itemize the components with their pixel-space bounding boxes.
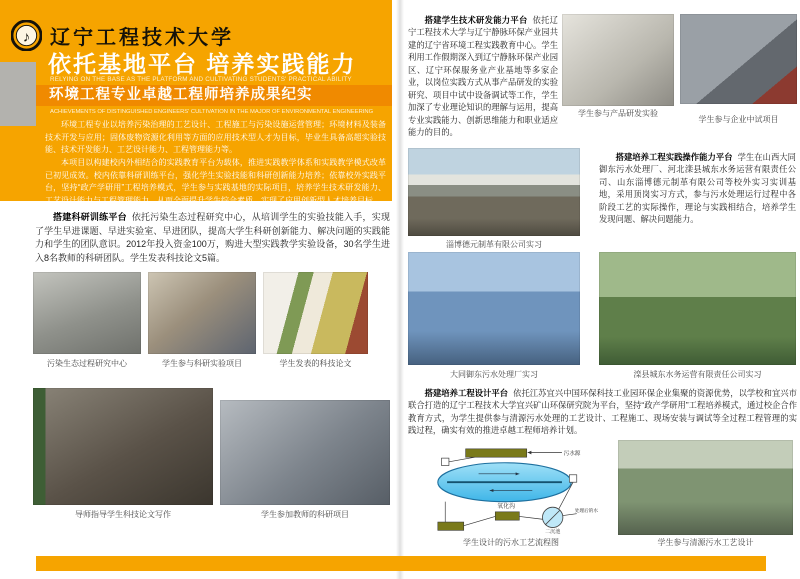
university-logo-icon [11, 20, 42, 51]
photo-research-center [33, 272, 141, 354]
caption-qingyuan-design: 学生参与清源污水工艺设计 [657, 538, 754, 547]
section-engineering-design-heading: 搭建培养工程设计平台 [424, 388, 509, 398]
subtitle: 环境工程专业卓越工程师培养成果纪实 [49, 87, 313, 103]
spine-grey-tab [0, 62, 36, 126]
photo-teacher-project [220, 400, 390, 505]
section-engineering-design-body: 依托江苏宜兴中国环保科技工业园环保企业集聚的资源优势，以学校和宜兴市联合打造的辽宁工程技术大学宜兴矿山环保研究院为平台，坚持“政产学研用”工程培养模式，通过校企合作教育方式，为学生提供参与清源污水处理的工艺设计、工程施工、现场安装与调试等全过程工程管理的实践过程，确实有效的推进卓越工程师培养计划。 [408, 388, 797, 436]
photo-product-rnd [562, 14, 674, 106]
intro-text [45, 119, 386, 207]
caption-students-experiment: 学生参与科研实验项目 [162, 359, 242, 368]
photo-thesis-tutoring [33, 388, 213, 505]
section-practice-operation [599, 151, 796, 226]
pretreatment-box [466, 449, 527, 457]
caption-luanxian-plant: 滦县城东水务运营有限责任公司实习 [633, 370, 762, 379]
photo-datong-plant [408, 252, 580, 365]
page-title: 依托基地平台 培养实践能力 [48, 51, 357, 77]
photo-qingyuan-design [618, 440, 793, 535]
subtitle-english: ACHIEVEMENTS OF DISTINGUISHED ENGINEERS' CULTIVATION IN THE MAJOR OF ENVIRONMENTAL ENGINEERING [50, 109, 374, 115]
caption-teacher-project: 学生参加教师的科研项目 [261, 510, 349, 519]
flow-diagram-svg [418, 447, 604, 535]
photo-zibo-internship [408, 148, 580, 236]
section-practice-operation-heading: 搭建培养工程实践操作能力平台 [615, 152, 733, 162]
caption-zibo-internship: 淄博德元制革有限公司实习 [446, 240, 542, 249]
label-oxidation-ditch: 氧化沟 [497, 504, 516, 511]
label-treated-water: 处理后的水 [574, 507, 599, 513]
photo-pilot-test [680, 14, 797, 104]
caption-product-rnd: 学生参与产品研发实验 [578, 109, 658, 118]
photo-students-experiment [148, 272, 256, 354]
photo-published-papers [263, 272, 368, 354]
caption-flow-diagram: 学生设计的污水工艺流程图 [463, 538, 559, 547]
label-sewage-source: 污水源 [563, 450, 581, 457]
caption-pilot-test: 学生参与企业中试项目 [698, 115, 779, 124]
bottom-orange-bar [36, 556, 766, 571]
intro-paragraph-1: 环境工程专业以培养污染治理的工艺设计、工程施工与污染设施运营管理；环境材料及装备技术开发与应用；固体废物资源化利用等方面的应用技术型人才为目标，毕业生具备高超实验技能、技术开发能力、工艺设计能力、工程管理能力等。 [45, 120, 386, 155]
caption-datong-plant: 大同御东污水处理厂实习 [450, 370, 538, 379]
section-research-training [35, 211, 390, 265]
page-gutter [396, 0, 404, 579]
section-tech-rnd [408, 14, 558, 138]
caption-published-papers: 学生发表的科技论文 [279, 359, 352, 368]
label-settling-tank: 二沉池 [545, 529, 561, 535]
photo-luanxian-plant [599, 252, 796, 365]
section-practice-operation-body: 学生在山西大同御东污水处理厂、河北滦县城东水务运营有限责任公司、山东淄博德元制革有限公司等校外实习实训基地，采用顶岗实习方式，参与污水处理运行过程中各阶段工艺的实际操作，理论与实践相结合，培养学生发现问题、解决问题能力。 [599, 152, 796, 225]
section-tech-rnd-body: 依托辽宁工程技术大学与辽宁静脉环保产业园共建的辽宁省环境工程实践教育中心。学生利用工作假期深入到辽宁静脉环保产业园区、辽宁环保服务业产业基地等多家企业，以岗位实践方式从事产品研发的实验研究、项目中试中设备调试等工作，学生加深了专业理论知识的理解与运用，提高专业实践能力、创新思维能力和职业适应能力的目的。 [408, 15, 558, 137]
caption-research-center: 污染生态过程研究中心 [47, 359, 127, 368]
sludge-pump-box [438, 522, 464, 530]
caption-thesis-tutoring: 导师指导学生科技论文写作 [75, 510, 171, 519]
return-pump-box [495, 512, 519, 520]
section-engineering-design [408, 387, 797, 437]
university-name: 辽宁工程技术大学 [50, 27, 234, 49]
page-title-english: RELYING ON THE BASE AS THE PLATFORM AND CULTIVATING STUDENTS' PRACTICAL ABILITY [50, 76, 352, 83]
sewage-process-flow-diagram [418, 447, 604, 535]
intro-paragraph-2: 本项目以构建校内外相结合的实践教育平台为载体，推进实践教学体系和实践教学模式改革已初见成效。校内依靠科研训练平台，强化学生实验技能和科研创新能力培养；依靠校外实践平台，坚持“政产学研用”工程培养模式，学生参与实践基地的实际项目，培养学生技术研发能力、工艺设计能力与工程管理能力，从而全面提升学生综合素质，实现了应用创新型人才培养目标。 [45, 157, 386, 205]
subtitle-band [36, 85, 392, 106]
svg-text:♪: ♪ [22, 29, 31, 46]
section-research-training-body: 依托污染生态过程研究中心，从培训学生的实验技能入手，实现了学生早进课题、早进实验室、早进团队，提高大学生科研创新能力、解决问题的实践能力和学生的团队意识。2012年投入资金100万，购进大型实践教学实验设备，30名学生进入8名教师的科研团队。学生发表科技论文5篇。 [35, 212, 390, 263]
section-research-training-heading: 搭建科研训练平台 [53, 212, 127, 222]
section-tech-rnd-heading: 搭建学生技术研发能力平台 [424, 15, 528, 25]
